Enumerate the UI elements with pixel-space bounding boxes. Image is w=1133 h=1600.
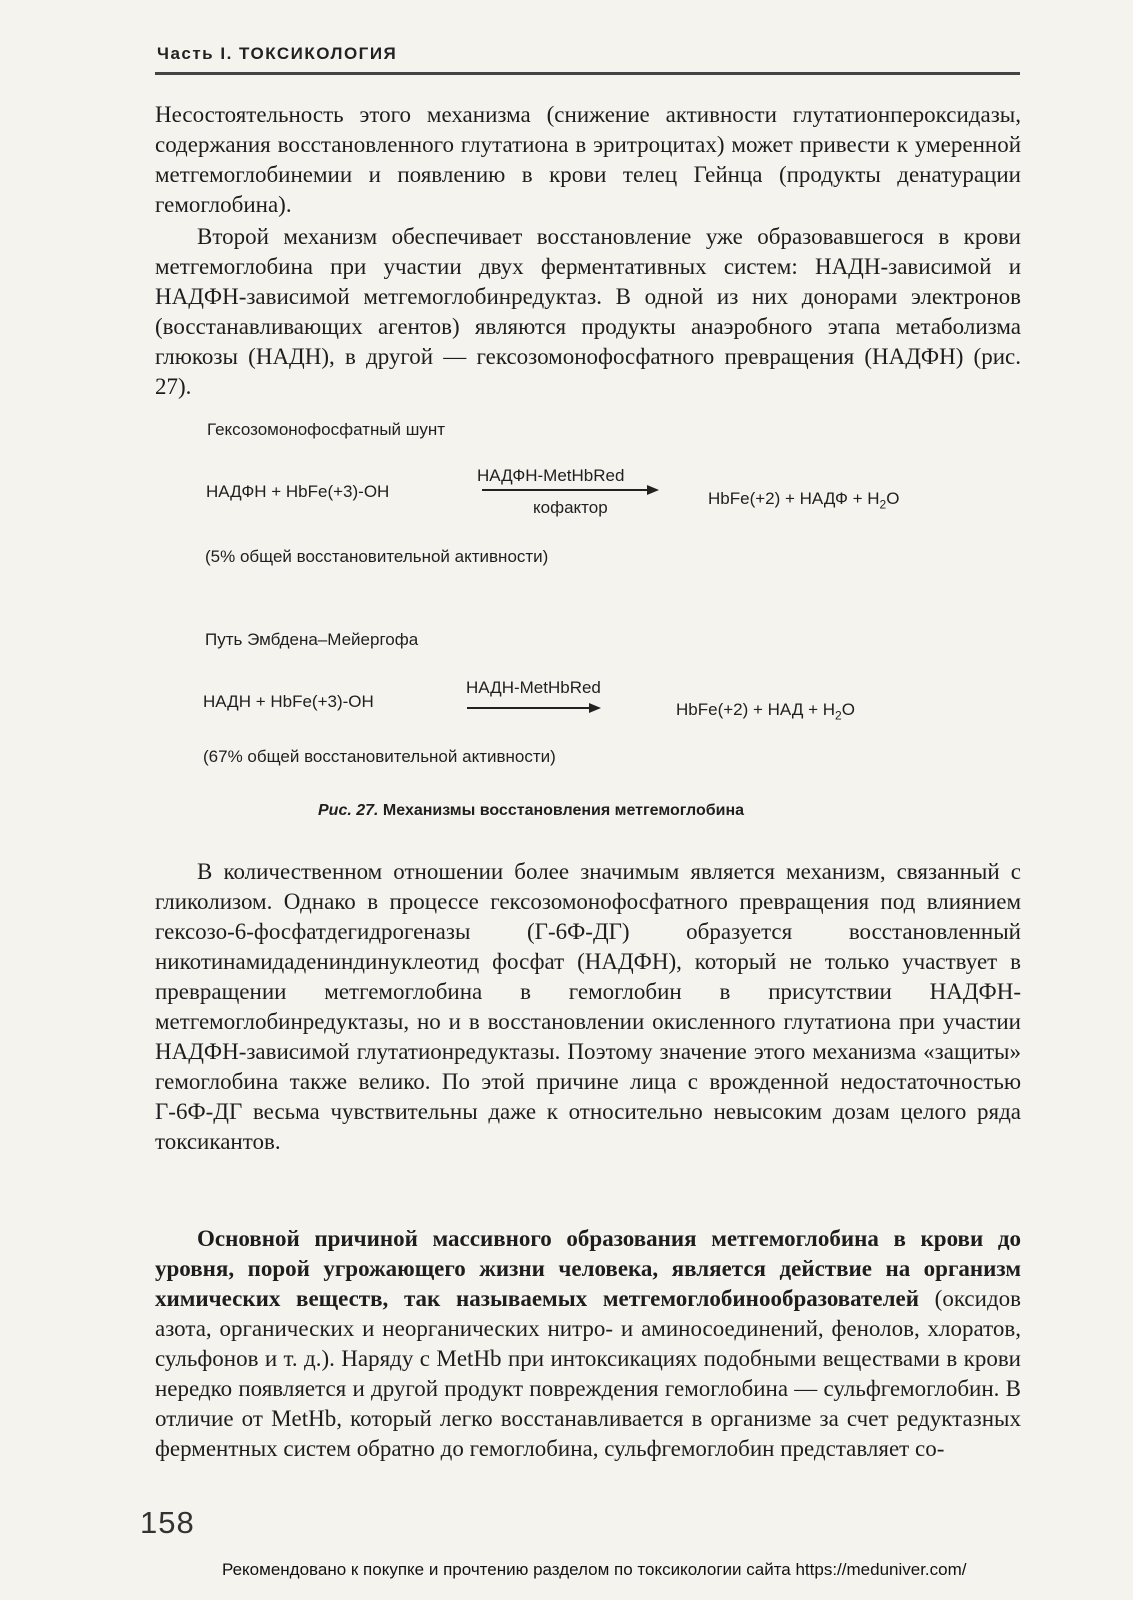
paragraph-4 bbox=[155, 1224, 1021, 1464]
reaction-1-arrow-line bbox=[482, 489, 649, 491]
paragraph-1: Несостоятельность этого механизма (снижение активности глутатионпероксидазы, содержания восстановленного глутатиона в эритроцитах) может привести к умеренной метгемоглобинемии и появлению в крови телец Гейнца (продукты денатурации гемоглобина). bbox=[155, 102, 1021, 217]
reaction-1-products bbox=[708, 489, 899, 511]
header-rule bbox=[155, 72, 1020, 75]
reaction-2-arrow-head bbox=[589, 703, 601, 713]
reaction-1-cofactor: кофактор bbox=[533, 498, 608, 517]
paragraph-3 bbox=[155, 857, 1021, 1157]
reaction-2-products-tail: O bbox=[841, 700, 855, 719]
reaction-1-products-text: HbFe(+2) + НАДФ + H bbox=[708, 489, 880, 508]
running-header bbox=[155, 40, 1020, 80]
reaction-2-reactants: НАДН + HbFe(+3)-OH bbox=[203, 692, 374, 711]
reaction-2-arrow-line bbox=[467, 707, 591, 709]
shunt-title: Гексозомонофосфатный шунт bbox=[207, 420, 446, 439]
header-title: Часть I. ТОКСИКОЛОГИЯ bbox=[157, 44, 398, 63]
paragraph-4-rest: (оксидов азота, органических и неорганических нитро- и аминосоединений, фенолов, хлоратов, сульфонов и т. д.). Наряду с MetHb при интоксикациях подобными веществами в крови нередко появляется и другой продукт повреждения гемоглобина — сульфгемоглобин. В отличие от MetHb, который легко восстанавливается в организме за счет редуктазных ферментных систем обратно до гемоглобина, сульфгемоглобин представляет со- bbox=[155, 1286, 1022, 1461]
figure-caption-text: Механизмы восстановления метгемоглобина bbox=[378, 802, 745, 819]
figure-caption-label: Рис. 27. bbox=[318, 802, 379, 819]
figure-caption bbox=[318, 802, 744, 820]
paragraph-4-bold: Основной причиной массивного образования метгемоглобина в крови до уровня, порой угрожающего жизни человека, является действие на организм химических веществ, так называемых метгемоглобинообразователей bbox=[155, 1226, 1021, 1311]
reaction-1-products-tail: O bbox=[886, 489, 900, 508]
footer-note: Рекомендовано к покупке и прочтению разделом по токсикологии сайта https://meduniver.com/ bbox=[222, 1560, 967, 1579]
paragraph-2 bbox=[155, 222, 1021, 402]
reaction-1-note: (5% общей восстановительной активности) bbox=[205, 547, 549, 566]
paragraph-3-text: В количественном отношении более значимым является механизм, связанный с гликолизом. Однако в процессе гексозомонофосфатного превращения под влиянием гексозо-6-фосфатдегидрогеназы (Г-6Ф-ДГ) образуется восстановленный никотинамидадениндинуклеотид фосфат (НАДФН), который не только участвует в превращении метгемоглобина в гемоглобин в присутствии НАДФН-метгемоглобинредуктазы, но и в восстановлении окисленного глутатиона при участии НАДФН-зависимой глутатионредуктазы. Поэтому значение этого механизма «защиты» гемоглобина также велико. По этой причине лица с врожденной недостаточностью Г-6Ф-ДГ весьма чувствительны даже к относительно невысоким дозам целого ряда токсикантов. bbox=[155, 859, 1021, 1154]
path-title: Путь Эмбдена–Мейергофа bbox=[205, 630, 419, 649]
page-number: 158 bbox=[140, 1505, 195, 1540]
reaction-1-subscript: 2 bbox=[879, 497, 887, 512]
reaction-2-subscript: 2 bbox=[835, 708, 842, 723]
paragraph-2-text: Второй механизм обеспечивает восстановление уже образовавшегося в крови метгемоглобина при участии двух ферментативных систем: НАДН-зависимой и НАДФН-зависимой метгемоглобинредуктаз. В одной из них донорами электронов (восстанавливающих агентов) являются продукты анаэробного этапа метаболизма глюкозы (НАДН), в другой — гексозомонофосфатного превращения (НАДФН) (рис. 27). bbox=[155, 224, 1021, 399]
reaction-1-enzyme: НАДФН-MetHbRed bbox=[477, 466, 625, 485]
reaction-1-reactants: НАДФН + HbFe(+3)-OH bbox=[206, 482, 390, 501]
reaction-1-arrow-head bbox=[647, 485, 659, 495]
reaction-2-products bbox=[676, 700, 855, 722]
reaction-2-enzyme: НАДН-MetHbRed bbox=[466, 678, 601, 697]
reaction-2-note: (67% общей восстановительной активности) bbox=[203, 747, 556, 766]
reaction-2-products-text: HbFe(+2) + НАД + H bbox=[676, 700, 835, 719]
